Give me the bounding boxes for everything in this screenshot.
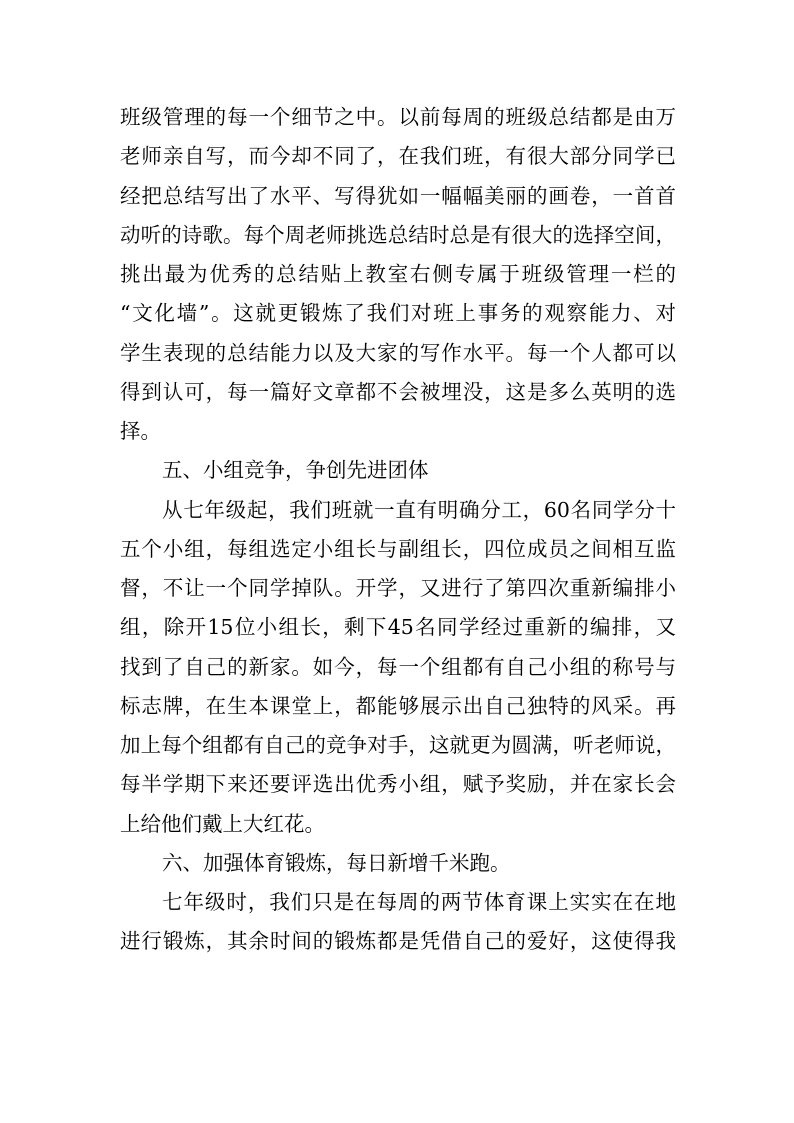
text-line: 择。 [120,419,161,443]
text-line: 找到了自己的新家。如今，每一个组都有自己小组的称号与 [120,655,676,679]
text-line: 进行锻炼，其余时间的锻炼都是凭借自己的爱好，这使得我 [120,929,676,953]
text-line: 上给他们戴上大红花。 [120,812,325,836]
text-line: 得到认可，每一篇好文章都不会被埋没，这是多么英明的选 [120,380,676,404]
text-line: 挑出最为优秀的总结贴上教室右侧专属于班级管理一栏的 [120,262,676,286]
text-line: 每半学期下来还要评选出优秀小组，赋予奖励，并在家长会 [120,772,676,796]
text-line: 班级管理的每一个细节之中。以前每周的班级总结都是由万 [120,105,676,129]
text-line: 经把总结写出了水平、写得犹如一幅幅美丽的画卷，一首首 [120,184,676,208]
text-line: 从七年级起，我们班就一直有明确分工，60名同学分十 [162,498,676,522]
text-line: 老师亲自写，而今却不同了，在我们班，有很大部分同学已 [120,144,676,168]
text-line: 加上每个组都有自己的竞争对手，这就更为圆满，听老师说， [120,733,676,757]
section-heading: 六、加强体育锻炼，每日新增千米跑。 [162,851,511,875]
section-heading: 五、小组竞争，争创先进团体 [162,458,429,482]
text-line: 动听的诗歌。每个周老师挑选总结时总是有很大的选择空间， [120,223,676,247]
text-line: 七年级时，我们只是在每周的两节体育课上实实在在地 [162,890,676,914]
text-line: “文化墙”。这就更锻炼了我们对班上事务的观察能力、对 [120,301,676,325]
text-line: 组，除开15位小组长，剩下45名同学经过重新的编排，又 [120,615,676,639]
text-line: 学生表现的总结能力以及大家的写作水平。每一个人都可以 [120,341,676,365]
text-line: 标志牌，在生本课堂上，都能够展示出自己独特的风采。再 [120,694,676,718]
text-line: 五个小组，每组选定小组长与副组长，四位成员之间相互监 [120,537,676,561]
text-line: 督，不让一个同学掉队。开学，又进行了第四次重新编排小 [120,576,676,600]
